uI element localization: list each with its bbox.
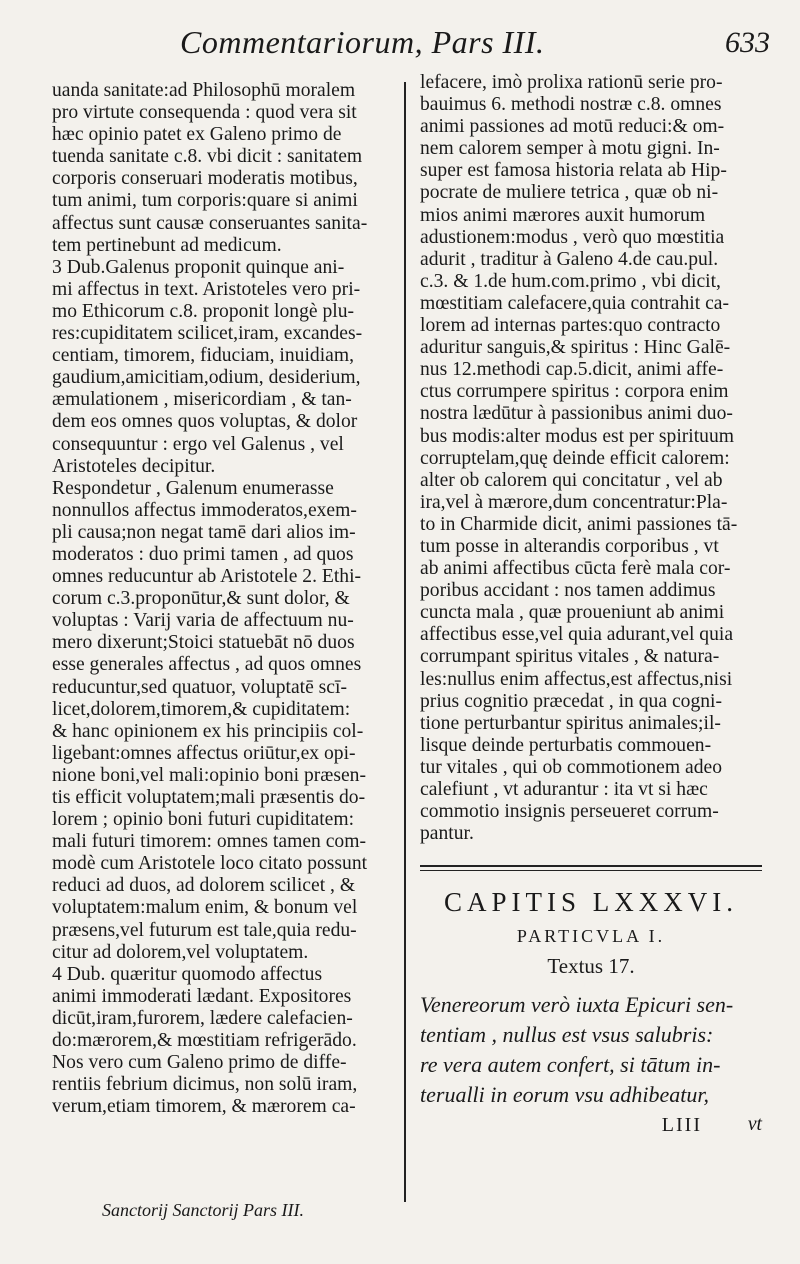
text-line: bauimus 6. methodi nostræ c.8. omnes <box>420 94 722 116</box>
text-line: pocrate de muliere tetrica , quæ ob ni- <box>420 182 719 204</box>
text-line: lisque deinde perturbatis commouen- <box>420 734 712 756</box>
text-line: tuenda sanitate c.8. vbi dicit : sanitatem <box>52 146 363 168</box>
text-line: voluptas : Varij varia de affectuum nu- <box>52 610 354 632</box>
text-line: corporis conseruari moderatis motibus, <box>52 168 358 190</box>
text-line: mios animi mærores auxit humorum <box>420 204 706 226</box>
text-line: citur ad dolorem,vel voluptatem. <box>52 941 309 963</box>
right-column-text <box>420 72 762 845</box>
text-line: prius cognitio præcedat , in qua cogni- <box>420 690 723 712</box>
text-line: centiam, timorem, fiduciam, inuidiam, <box>52 345 354 367</box>
text-line: mero dixerunt;Stoici statuebāt nō duos <box>52 632 355 654</box>
text-line: dem eos omnes quos voluptas, & dolor <box>52 411 358 433</box>
text-line: nonnullos affectus immoderatos,exem- <box>52 499 357 521</box>
text-line: reducuntur,sed quatuor, voluptatē scī- <box>52 676 347 698</box>
footer-note: Sanctorij Sanctorij Pars III. <box>102 1200 304 1220</box>
textus-heading: Textus 17. <box>547 954 635 979</box>
running-title: Commentariorum, Pars III. <box>180 24 545 60</box>
text-line: nostra lædūtur à passionibus animi duo- <box>420 403 733 425</box>
text-line: calefiunt , vt adurantur : ita vt si hæc <box>420 779 708 800</box>
text-line: tis efficit voluptatem;mali præsentis do- <box>52 787 366 808</box>
text-line: pantur. <box>420 823 474 845</box>
text-line: tum posse in alterandis corporibus , vt <box>420 535 719 557</box>
text-line: ctus corrumpere spiritus : corpora enim <box>420 381 729 403</box>
signature-mark: LIII <box>661 1113 702 1136</box>
text-line: c.3. & 1.de hum.com.primo , vbi dicit, <box>420 270 721 292</box>
text-line: lefacere, imò prolixa rationū serie pro- <box>420 72 723 93</box>
text-line: pro virtute consequenda : quod vera sit <box>52 102 357 124</box>
text-line: reduci ad duos, ad dolorem scilicet , & <box>52 875 356 897</box>
text-line: les:nullus enim affectus,est affectus,nisi <box>420 668 733 690</box>
text-line: res:cupiditatem scilicet,iram, excandes- <box>52 323 363 345</box>
text-line: aduritur sanguis,& spiritus : Hinc Galē- <box>420 337 731 359</box>
text-line: commotio insignis perseueret corrum- <box>420 801 719 823</box>
catchword: vt <box>747 1113 762 1135</box>
text-line: præsens,vel futurum est tale,quia redu- <box>52 919 357 941</box>
text-line: nione boni,vel mali:opinio boni præsen- <box>52 764 367 786</box>
chapter-rule <box>420 865 762 871</box>
text-line: nus 12.methodi cap.5.dicit, animi affe- <box>420 359 724 381</box>
text-line: 4 Dub. quæritur quomodo affectus <box>52 963 323 985</box>
text-line: voluptatem:malum enim, & bonum vel <box>52 897 358 919</box>
text-line: hæc opinio patet ex Galeno primo de <box>52 124 342 146</box>
text-line: corruptelam,quę deinde efficit calorem: <box>420 447 730 469</box>
text-line: lorem ; opinio boni futuri cupiditatem: <box>52 809 355 831</box>
text-line: dicūt,iram,furorem, lædere calefacien- <box>52 1007 353 1029</box>
text-line: Aristoteles decipitur. <box>52 455 216 477</box>
particula-heading: PARTICVLA I. <box>516 926 666 947</box>
text-line: ira,vel à mærore,dum concentratur:Pla- <box>420 491 728 513</box>
quoted-text <box>420 990 762 1110</box>
left-column <box>52 80 395 1118</box>
page-number: 633 <box>725 26 770 59</box>
text-line: nem calorem semper à motu gigni. In- <box>420 138 720 160</box>
text-line: affectus sunt causæ conseruantes sanita- <box>52 212 368 234</box>
text-line: animi immoderati lædant. Expositores <box>52 985 352 1007</box>
text-line: cuncta mala , quæ proueniunt ab animi <box>420 602 725 624</box>
text-line: licet,dolorem,timorem,& cupiditatem: <box>52 698 351 720</box>
text-line: 3 Dub.Galenus proponit quinque ani- <box>52 256 345 278</box>
column-divider <box>404 82 406 1202</box>
text-line: mali futuri timorem: omnes tamen com- <box>52 831 366 853</box>
text-line: affectibus esse,vel quia adurant,vel quia <box>420 624 734 646</box>
text-line: terualli in eorum vsu adhibeatur, <box>420 1081 710 1107</box>
text-line: æmulationem , misericordiam , & tan- <box>52 389 352 411</box>
text-line: tur vitales , qui ob commotionem adeo <box>420 756 723 778</box>
text-line: alter ob calorem qui concitatur , vel ab <box>420 469 723 491</box>
text-line: mo Ethicorum c.8. proponit longè plu- <box>52 300 355 322</box>
text-line: Respondetur , Galenum enumerasse <box>52 477 334 499</box>
text-line: animi passiones ad motū reduci:& om- <box>420 116 725 138</box>
text-line: tione perturbantur spiritus animales;il- <box>420 712 721 734</box>
text-line: & hanc opinionem ex his principiis col- <box>52 720 364 742</box>
text-line: pli causa;non negat tamē dari alios im- <box>52 521 356 543</box>
text-line: do:mærorem,& mœstitiam refrigerādo. <box>52 1030 357 1052</box>
text-line: tum animi, tum corporis:quare si animi <box>52 190 358 212</box>
page-header <box>180 18 770 68</box>
text-line: gaudium,amicitiam,odium, desiderium, <box>52 367 361 389</box>
text-line: to in Charmide dicit, animi passiones tā- <box>420 513 738 535</box>
text-line: omnes reducuntur ab Aristotele 2. Ethi- <box>52 566 362 588</box>
text-line: tentiam , nullus est vsus salubris: <box>420 1021 714 1047</box>
text-line: super est famosa historia relata ab Hip- <box>420 160 727 182</box>
text-line: mœstitiam calefacere,quia contrahit ca- <box>420 292 729 314</box>
text-line: lorem ad internas partes:quo contracto <box>420 315 721 337</box>
text-line: rentiis febrium dicimus, non solū iram, <box>52 1074 358 1096</box>
text-line: consequuntur : ergo vel Galenus , vel <box>52 433 344 455</box>
right-column <box>420 72 762 1136</box>
text-line: corum c.3.proponūtur,& sunt dolor, & <box>52 588 350 610</box>
text-line: bus modis:alter modus est per spirituum <box>420 425 735 447</box>
text-line: corrumpant spiritus vitales , & natura- <box>420 646 720 668</box>
text-line: mi affectus in text. Aristoteles vero pri- <box>52 278 361 300</box>
text-line: re vera autem confert, si tātum in- <box>420 1051 721 1077</box>
text-line: poribus accidant : nos tamen addimus <box>420 580 716 602</box>
text-line: adurit , traditur à Galeno 4.de cau.pul. <box>420 248 719 270</box>
text-line: verum,etiam timorem, & mærorem ca- <box>52 1096 356 1118</box>
text-line: tem pertinebunt ad medicum. <box>52 234 282 256</box>
chapter-title: CAPITIS LXXXVI. <box>444 887 738 918</box>
text-line: ab animi affectibus cūcta ferè mala cor- <box>420 558 731 580</box>
text-line: Venereorum verò iuxta Epicuri sen- <box>420 991 734 1017</box>
text-line: modè cum Aristotele loco citato possunt <box>52 853 368 875</box>
text-line: moderatos : duo primi tamen , ad quos <box>52 543 354 565</box>
text-line: adustionem:modus , verò quo mœstitia <box>420 226 725 248</box>
text-line: ligebant:omnes affectus oriūtur,ex opi- <box>52 742 356 764</box>
text-line: Nos vero cum Galeno primo de diffe- <box>52 1052 347 1074</box>
text-line: uanda sanitate:ad Philosophū moralem <box>52 80 356 101</box>
text-line: esse generales affectus , ad quos omnes <box>52 654 362 676</box>
